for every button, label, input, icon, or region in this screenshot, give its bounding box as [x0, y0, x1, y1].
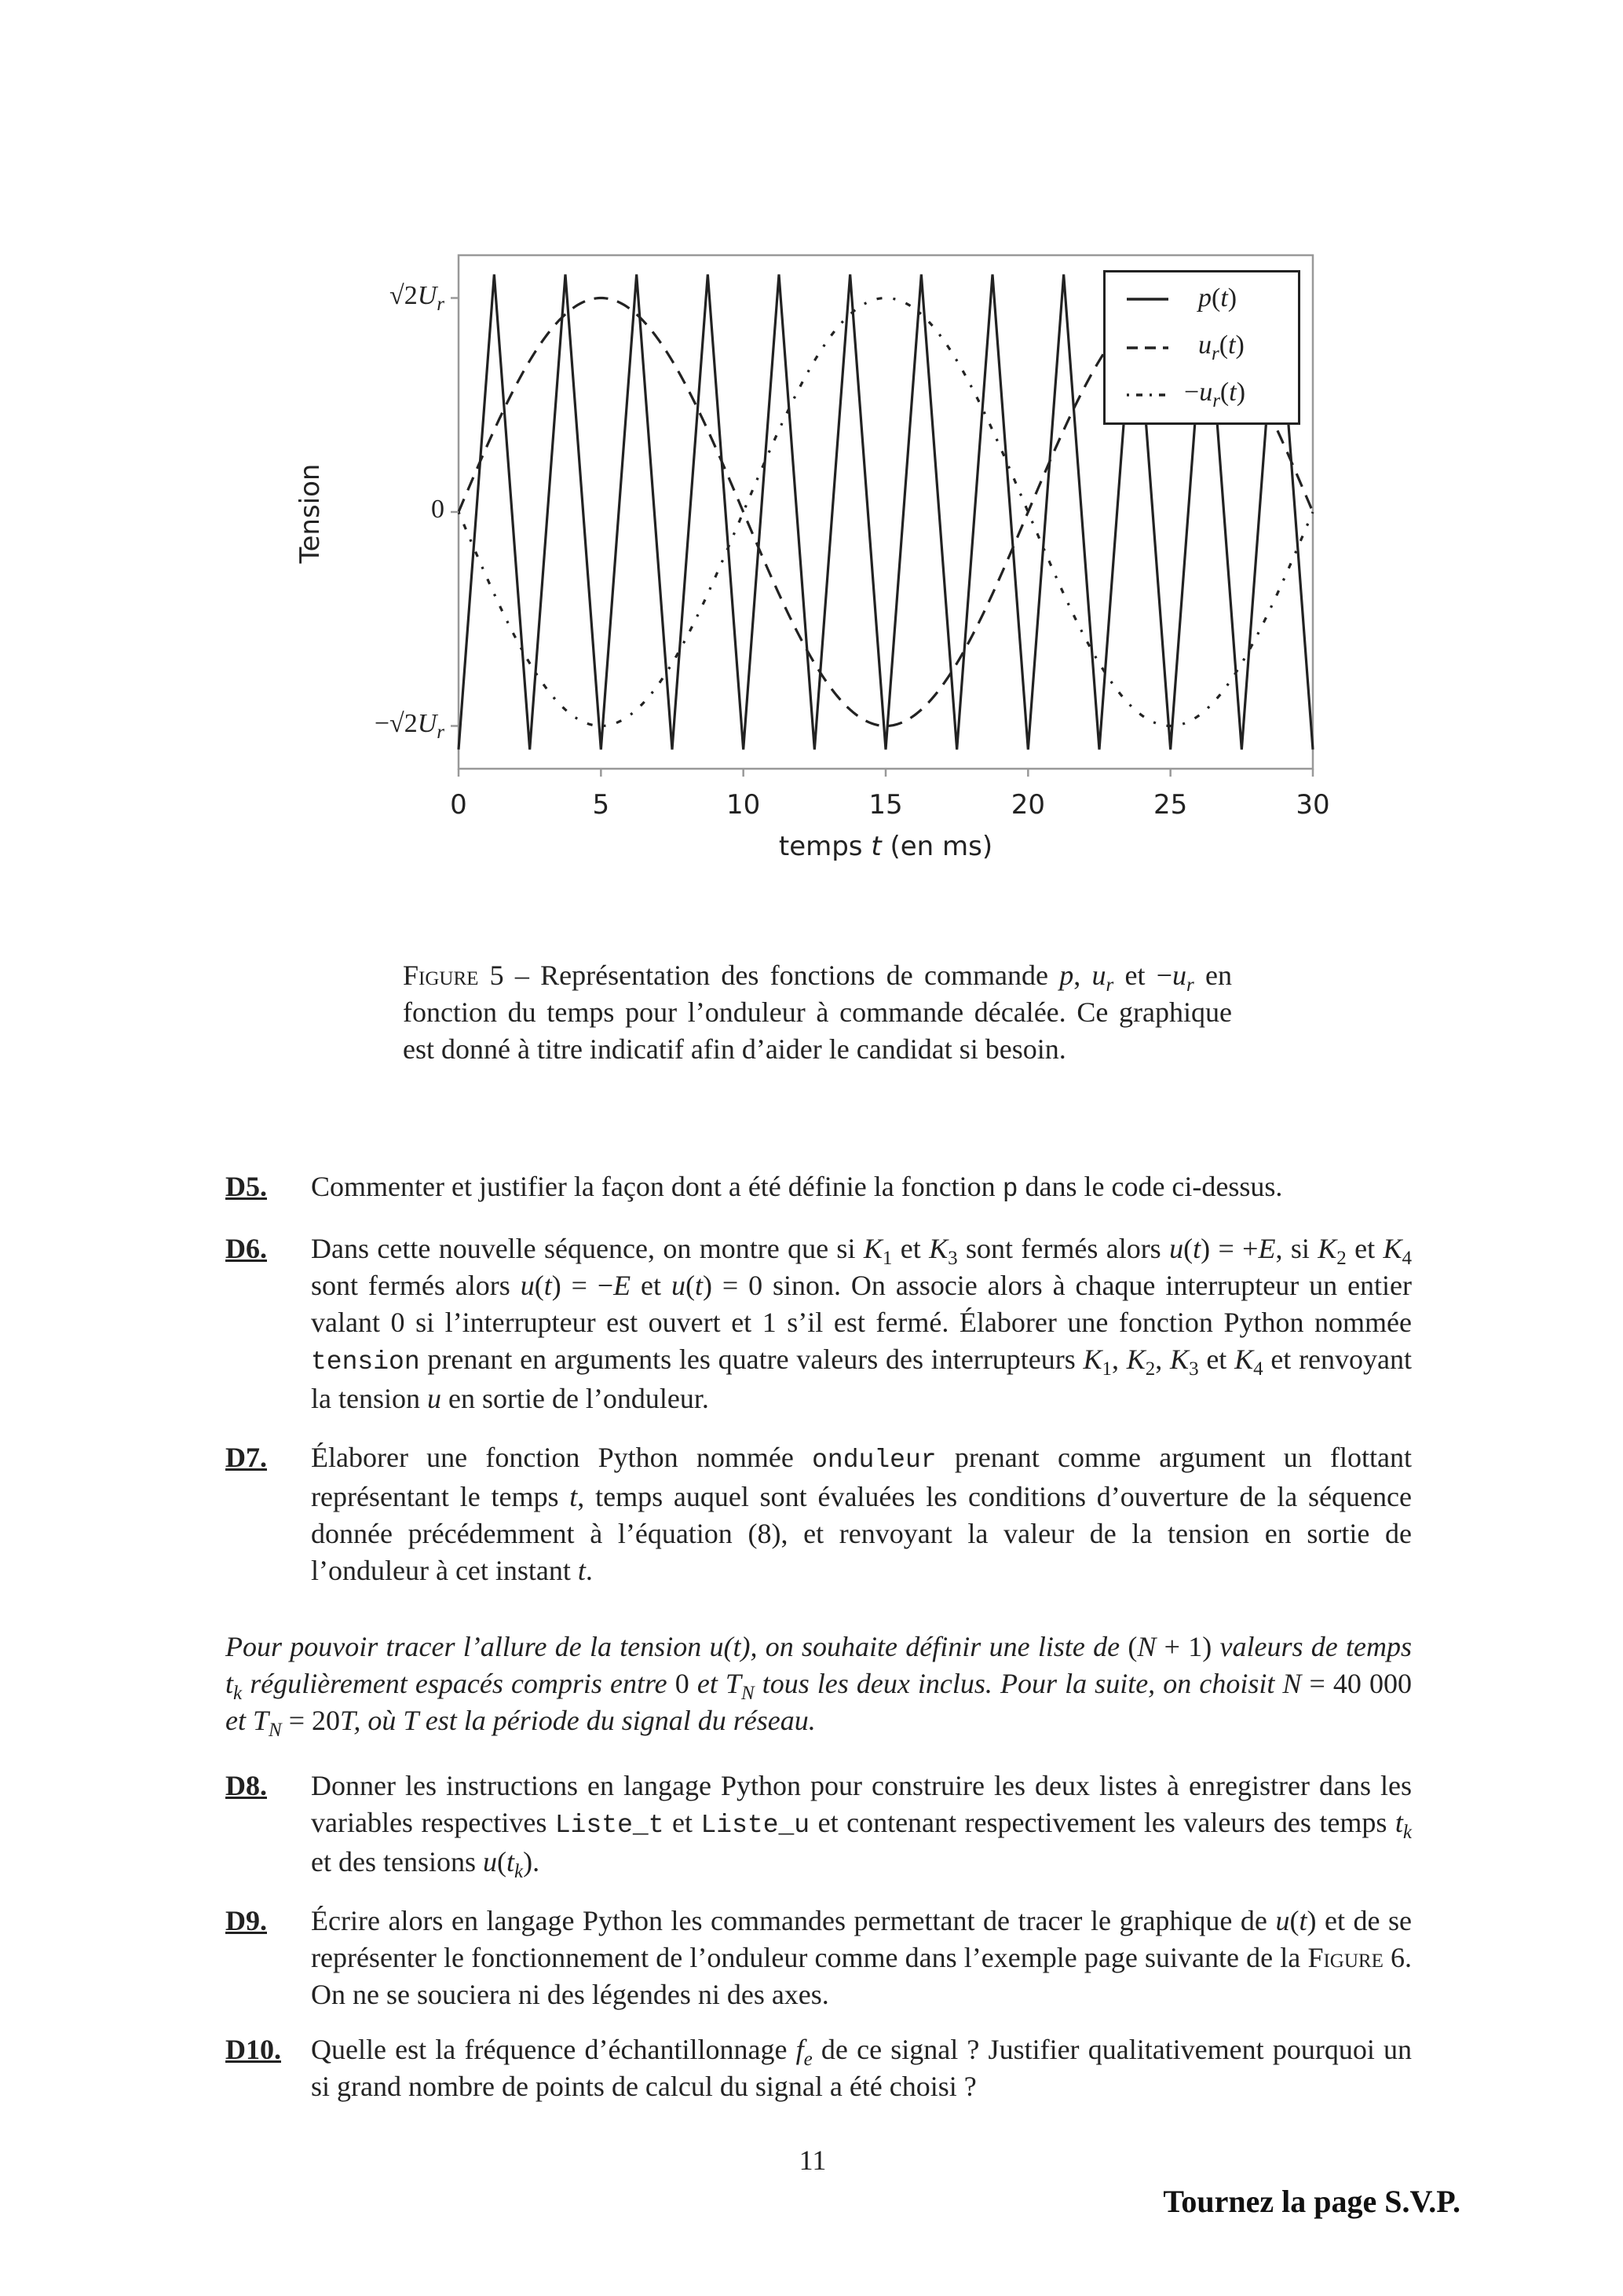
text-segment: t: [694, 1270, 703, 1301]
text-segment: T, où T est la période du signal du réseau.: [340, 1705, 816, 1736]
text-segment: en sortie de l’onduleur.: [440, 1383, 709, 1414]
text-segment: u: [482, 1846, 497, 1877]
question-label-d9: D9.: [225, 1905, 267, 1936]
x-axis-label: [779, 831, 992, 862]
question-d9: [311, 1903, 1412, 2013]
text-segment: temps: [778, 831, 872, 862]
text-segment: Donner les instructions en langage Python pour construire les deux listes à enregistrer dans les variables respectives: [311, 1770, 1412, 1838]
page-number: 11: [799, 2144, 827, 2176]
text-segment: p: [1198, 283, 1212, 313]
text-segment: (: [685, 1270, 695, 1301]
text-segment: Écrire alors en langage Python les commandes permettant de tracer le graphique de: [311, 1905, 1276, 1936]
text-segment: et: [892, 1233, 930, 1264]
text-segment: k: [514, 1861, 524, 1882]
text-segment: – Représentation des fonctions de commande: [503, 960, 1060, 991]
text-segment: (: [1128, 1631, 1138, 1662]
text-segment: (: [1183, 1233, 1193, 1264]
text-segment: en fonction du temps pour l’onduleur à commande décalée. Ce graphique est donné à titre indicatif afin d’aider le candidat si besoin.: [403, 960, 1232, 1065]
text-segment: r: [1186, 974, 1194, 996]
text-segment: k: [1402, 1822, 1412, 1843]
text-segment: t: [577, 1555, 586, 1586]
text-segment: e: [803, 2049, 813, 2070]
x-tick-label: 5: [592, 789, 610, 821]
text-segment: . On ne se souciera ni des légendes ni des axes.: [311, 1942, 1412, 2010]
text-segment: t: [506, 1846, 514, 1877]
text-segment: u: [520, 1270, 535, 1301]
x-tick-label: 25: [1153, 789, 1188, 821]
text-segment: f: [795, 2034, 804, 2065]
text-segment: (en ms): [881, 831, 993, 862]
text-segment: prenant en arguments les quatre valeurs des interrupteurs: [419, 1344, 1084, 1375]
text-segment: prenant comme argument un flottant représentant le temps: [311, 1442, 1413, 1512]
text-segment: 4: [1253, 1358, 1263, 1380]
text-segment: N: [740, 1683, 755, 1704]
text-segment: ) et de se représenter le fonctionnement de l’onduleur comme dans l’exemple page suivante de la: [311, 1905, 1413, 1973]
legend-label-minus-ur: [1184, 378, 1246, 411]
text-segment: et −: [1113, 960, 1173, 991]
text-segment: u: [1169, 1233, 1184, 1264]
figure-caption: [403, 957, 1232, 1068]
y-tick-label: [389, 280, 444, 315]
text-segment: 2: [1336, 1248, 1347, 1269]
question-label-d7: D7.: [225, 1442, 267, 1473]
text-segment: t: [1299, 1905, 1307, 1936]
text-segment: ).: [523, 1846, 540, 1877]
text-segment: t: [569, 1481, 578, 1512]
text-segment: (: [1219, 331, 1229, 360]
text-segment: t: [871, 831, 882, 862]
text-segment: K: [863, 1233, 883, 1264]
text-segment: K: [1234, 1344, 1254, 1375]
text-segment: E: [613, 1270, 631, 1301]
text-segment: ,: [1112, 1344, 1127, 1375]
text-segment: .: [585, 1555, 593, 1586]
text-segment: Figure 6: [1307, 1942, 1405, 1973]
text-segment: 2: [1145, 1358, 1156, 1380]
x-tick-label: 0: [450, 789, 467, 821]
text-segment: Figure 5: [403, 960, 504, 991]
text-segment: t: [1220, 283, 1228, 313]
text-segment: K: [1126, 1344, 1146, 1375]
text-segment: = 40 000: [1309, 1668, 1413, 1699]
question-label-d6: D6.: [225, 1233, 267, 1264]
text-segment: −√2: [374, 708, 418, 738]
text-segment: et: [663, 1807, 701, 1838]
text-segment: , temps auquel sont évaluées les conditions d’ouverture de la séquence donnée précédemment à l’équation (8), et renvoyant la valeur de la tension en sortie de l’onduleur à cet instant: [311, 1481, 1412, 1586]
text-segment: K: [1083, 1344, 1102, 1375]
text-segment: u: [671, 1270, 685, 1301]
turn-page-note: Tournez la page S.V.P.: [1163, 2184, 1460, 2219]
text-segment: de ce signal ? Justifier qualitativement pourquoi un si grand nombre de points de calcul du signal a été choisi ?: [311, 2034, 1412, 2102]
text-segment: et renvoyant la tension: [311, 1344, 1413, 1414]
text-segment: t: [543, 1270, 552, 1301]
text-segment: Commenter et justifier la façon dont a été définie la fonction: [311, 1171, 1003, 1202]
text-segment: et: [631, 1270, 671, 1301]
text-segment: r: [1106, 974, 1114, 996]
text-segment: K: [1170, 1344, 1190, 1375]
text-segment: u: [1275, 1905, 1290, 1936]
text-segment: et: [1198, 1344, 1235, 1375]
text-segment: et T: [689, 1668, 741, 1699]
question-d8: [311, 1768, 1412, 1881]
text-segment: Pour pouvoir tracer l’allure de la tension u(t), on souhaite définir une liste de: [225, 1631, 1128, 1662]
question-d10: [311, 2031, 1412, 2105]
text-segment: N: [1137, 1631, 1157, 1662]
text-segment: tension: [311, 1347, 420, 1377]
text-segment: r: [437, 293, 444, 315]
y-tick-label: [374, 708, 444, 743]
text-segment: Liste_u: [700, 1811, 810, 1840]
text-segment: onduleur: [812, 1446, 937, 1475]
text-segment: √2: [389, 280, 418, 310]
text-segment: p: [1059, 960, 1074, 991]
text-segment: 0: [431, 495, 444, 524]
text-segment: ) = 0 sinon. On associe alors à chaque interrupteur un entier valant 0 si l’interrupteur est ouvert et 1 s’il est fermé. Élaborer une fonction Python nommée: [311, 1270, 1413, 1338]
text-segment: U: [417, 708, 437, 738]
text-segment: 1: [882, 1248, 893, 1269]
text-segment: u: [1091, 960, 1106, 991]
figure-5-chart: [0, 0, 1623, 864]
text-segment: régulièrement espacés compris entre: [242, 1668, 675, 1699]
text-segment: r: [437, 721, 444, 743]
text-segment: ,: [1073, 960, 1092, 991]
text-segment: u: [426, 1383, 441, 1414]
text-segment: 1: [1102, 1358, 1112, 1380]
text-segment: ): [1236, 378, 1246, 407]
x-tick-label: 30: [1296, 789, 1330, 821]
text-segment: k: [233, 1683, 243, 1704]
text-segment: sont fermés alors: [957, 1233, 1170, 1264]
y-axis-label: Tension: [294, 463, 326, 564]
text-segment: valeurs de temps t: [225, 1631, 1412, 1699]
question-label-d8: D8.: [225, 1770, 267, 1801]
legend-label-ur: [1198, 331, 1245, 364]
question-label-d5: D5.: [225, 1171, 267, 1202]
text-segment: p: [1002, 1175, 1018, 1204]
text-segment: et des tensions: [311, 1846, 483, 1877]
legend: [1103, 270, 1300, 425]
text-segment: t: [1229, 378, 1237, 407]
text-segment: , si: [1275, 1233, 1318, 1264]
text-segment: t: [1395, 1807, 1403, 1838]
text-segment: (: [1219, 378, 1230, 407]
text-segment: N: [269, 1720, 282, 1741]
text-segment: ) = −: [551, 1270, 614, 1301]
text-segment: (: [496, 1846, 506, 1877]
question-d5: [311, 1168, 1412, 1208]
text-segment: t: [1193, 1233, 1201, 1264]
text-segment: E: [1258, 1233, 1276, 1264]
text-segment: (: [534, 1270, 544, 1301]
text-segment: = 20: [281, 1705, 341, 1736]
x-tick-label: 10: [726, 789, 761, 821]
text-segment: u: [1198, 331, 1212, 360]
x-tick-label: 20: [1011, 789, 1045, 821]
text-segment: u: [1199, 378, 1213, 407]
text-segment: Dans cette nouvelle séquence, on montre que si: [311, 1233, 864, 1264]
text-segment: K: [929, 1233, 949, 1264]
text-segment: 4: [1402, 1248, 1413, 1269]
text-segment: 0: [674, 1668, 689, 1699]
text-segment: −: [1184, 378, 1200, 407]
text-segment: dans le code ci-dessus.: [1018, 1171, 1283, 1202]
text-segment: K: [1383, 1233, 1402, 1264]
question-d6: [311, 1230, 1412, 1417]
text-segment: u: [1172, 960, 1187, 991]
text-segment: Liste_t: [554, 1811, 664, 1840]
text-segment: U: [417, 280, 437, 310]
question-label-d10: D10.: [225, 2034, 281, 2065]
text-segment: (: [1212, 283, 1221, 313]
text-segment: ): [1235, 331, 1245, 360]
text-segment: + 1): [1156, 1631, 1212, 1662]
y-tick-label: [431, 495, 444, 525]
text-segment: K: [1318, 1233, 1337, 1264]
text-segment: Élaborer une fonction Python nommée: [311, 1442, 813, 1473]
text-segment: ): [1227, 283, 1237, 313]
text-segment: et T: [225, 1705, 269, 1736]
text-segment: ,: [1155, 1344, 1171, 1375]
text-segment: (: [1289, 1905, 1299, 1936]
text-segment: 3: [948, 1248, 958, 1269]
question-d7: [311, 1439, 1412, 1589]
text-segment: tous les deux inclus. Pour la suite, on choisit N: [754, 1668, 1310, 1699]
intro-paragraph: [225, 1629, 1412, 1739]
text-segment: sont fermés alors: [311, 1270, 521, 1301]
text-segment: t: [1228, 331, 1236, 360]
text-segment: Quelle est la fréquence d’échantillonnage: [311, 2034, 796, 2065]
text-segment: et: [1346, 1233, 1384, 1264]
x-tick-label: 15: [868, 789, 903, 821]
text-segment: 3: [1189, 1358, 1199, 1380]
text-segment: et contenant respectivement les valeurs des temps: [810, 1807, 1395, 1838]
text-segment: r: [1212, 390, 1220, 411]
text-segment: r: [1212, 343, 1219, 364]
text-segment: ) = +: [1201, 1233, 1259, 1264]
legend-label-p: [1198, 283, 1237, 313]
